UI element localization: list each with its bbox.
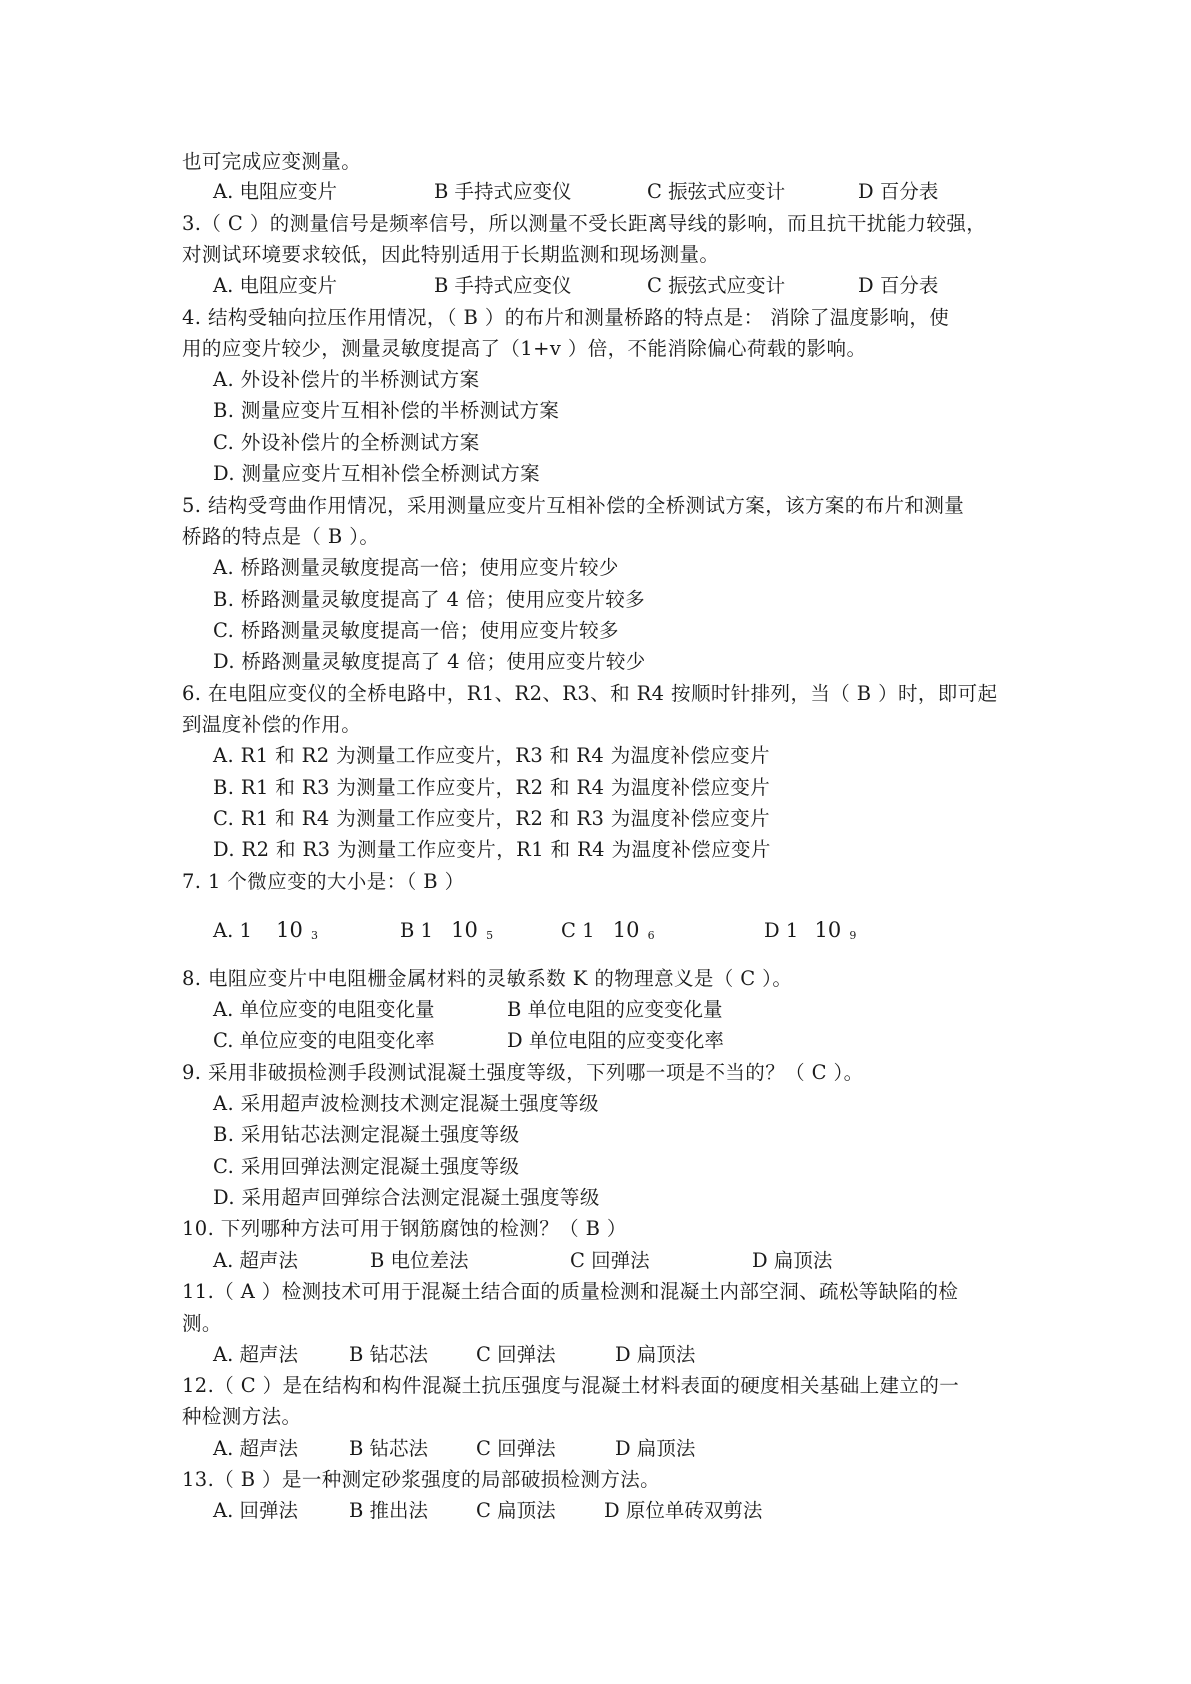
option-b: B 手持式应变仪 xyxy=(434,274,572,297)
option-b: B 单位电阻的应变变化量 xyxy=(507,998,723,1021)
option-d: D. 测量应变片互相补偿全桥测试方案 xyxy=(213,462,541,485)
option-c: C 振弦式应变计 xyxy=(647,274,786,297)
option-d: D 原位单砖双剪法 xyxy=(604,1499,763,1522)
option-c: C. 单位应变的电阻变化率 xyxy=(213,1029,435,1052)
option-base: 10 xyxy=(814,918,842,942)
option-b: B. R1 和 R3 为测量工作应变片，R2 和 R4 为温度补偿应变片 xyxy=(213,776,771,799)
text-line: 种检测方法。 xyxy=(182,1405,302,1428)
option-a: A. 超声法 xyxy=(213,1343,298,1366)
option-c: C 回弹法 xyxy=(476,1343,556,1366)
option-prefix: B 1 xyxy=(400,919,433,942)
question-13: 13.（ B ）是一种测定砂浆强度的局部破损检测方法。 xyxy=(182,1468,661,1491)
question-3: 3.（ C ）的测量信号是频率信号，所以测量不受长距离导线的影响，而且抗干扰能力较强， xyxy=(182,212,987,235)
option-c: C 扁顶法 xyxy=(476,1499,556,1522)
option-d: D 扁顶法 xyxy=(615,1343,696,1366)
option-d: D. R2 和 R3 为测量工作应变片，R1 和 R4 为温度补偿应变片 xyxy=(213,838,771,861)
option-a: A. 电阻应变片 xyxy=(213,180,337,203)
question-12: 12.（ C ）是在结构和构件混凝土抗压强度与混凝土材料表面的硬度相关基础上建立的一 xyxy=(182,1374,960,1397)
option-a: A. 回弹法 xyxy=(213,1499,298,1522)
option-a: A. 超声法 xyxy=(213,1249,298,1272)
question-4: 4. 结构受轴向拉压作用情况，（ B ）的布片和测量桥路的特点是： 消除了温度影响，使 xyxy=(182,306,950,329)
option-c: C 振弦式应变计 xyxy=(647,180,786,203)
option-b: B 钻芯法 xyxy=(349,1343,429,1366)
option-d: D 扁顶法 xyxy=(615,1437,696,1460)
option-b: B. 采用钻芯法测定混凝土强度等级 xyxy=(213,1123,520,1146)
option-a: A. 外设补偿片的半桥测试方案 xyxy=(213,368,480,391)
option-c xyxy=(561,917,655,949)
option-a: A. 采用超声波检测技术测定混凝土强度等级 xyxy=(213,1092,599,1115)
text-line: 也可完成应变测量。 xyxy=(182,150,362,173)
option-b: B. 桥路测量灵敏度提高了 4 倍；使用应变片较多 xyxy=(213,588,646,611)
option-exponent: 6 xyxy=(647,929,655,942)
option-a: A. 电阻应变片 xyxy=(213,274,337,297)
text-line: 桥路的特点是（ B ）。 xyxy=(182,525,380,548)
text-line: 对测试环境要求较低，因此特别适用于长期监测和现场测量。 xyxy=(182,243,720,266)
option-a: A. 超声法 xyxy=(213,1437,298,1460)
option-c: C. 桥路测量灵敏度提高一倍；使用应变片较多 xyxy=(213,619,619,642)
text-line: 测。 xyxy=(182,1312,222,1335)
option-b: B 推出法 xyxy=(349,1499,429,1522)
option-d: D 扁顶法 xyxy=(752,1249,833,1272)
option-d: D. 桥路测量灵敏度提高了 4 倍；使用应变片较少 xyxy=(213,650,646,673)
question-6: 6. 在电阻应变仪的全桥电路中，R1、R2、R3、和 R4 按顺时针排列，当（ B ）时，即可起 xyxy=(182,682,998,705)
option-b: B 钻芯法 xyxy=(349,1437,429,1460)
option-b xyxy=(400,917,493,949)
option-base: 10 xyxy=(451,918,478,942)
option-b: B. 测量应变片互相补偿的半桥测试方案 xyxy=(213,399,560,422)
option-d: D 百分表 xyxy=(858,274,939,297)
option-exponent: 5 xyxy=(486,929,494,942)
question-11: 11.（ A ）检测技术可用于混凝土结合面的质量检测和混凝土内部空洞、疏松等缺陷的检 xyxy=(182,1280,959,1303)
option-a xyxy=(213,917,318,949)
option-c: C. 外设补偿片的全桥测试方案 xyxy=(213,431,480,454)
option-b: B 手持式应变仪 xyxy=(434,180,572,203)
option-b: B 电位差法 xyxy=(370,1249,469,1272)
text-line: 用的应变片较少，测量灵敏度提高了（1+v ）倍，不能消除偏心荷载的影响。 xyxy=(182,337,867,360)
option-c: C 回弹法 xyxy=(476,1437,556,1460)
option-c: C 回弹法 xyxy=(570,1249,650,1272)
question-7: 7. 1 个微应变的大小是：（ B ） xyxy=(182,870,465,893)
text-line: 到温度补偿的作用。 xyxy=(182,713,362,736)
question-5: 5. 结构受弯曲作用情况，采用测量应变片互相补偿的全桥测试方案，该方案的布片和测量 xyxy=(182,494,965,517)
option-prefix: A. 1 xyxy=(213,919,252,942)
option-d: D 单位电阻的应变变化率 xyxy=(507,1029,724,1052)
option-d xyxy=(764,917,856,949)
option-a: A. 桥路测量灵敏度提高一倍；使用应变片较少 xyxy=(213,556,619,579)
question-10: 10. 下列哪种方法可用于钢筋腐蚀的检测？（ B ） xyxy=(182,1217,627,1240)
option-exponent: 9 xyxy=(849,929,857,942)
option-a: A. R1 和 R2 为测量工作应变片，R3 和 R4 为温度补偿应变片 xyxy=(213,744,770,767)
option-c: C. R1 和 R4 为测量工作应变片，R2 和 R3 为温度补偿应变片 xyxy=(213,807,771,830)
question-9: 9. 采用非破损检测手段测试混凝土强度等级，下列哪一项是不当的？（ C ）。 xyxy=(182,1061,864,1084)
option-exponent: 3 xyxy=(311,929,319,942)
question-8: 8. 电阻应变片中电阻栅金属材料的灵敏系数 K 的物理意义是（ C ）。 xyxy=(182,967,793,990)
option-prefix: C 1 xyxy=(561,919,595,942)
option-d: D. 采用超声回弹综合法测定混凝土强度等级 xyxy=(213,1186,600,1209)
option-prefix: D 1 xyxy=(764,919,799,942)
option-base: 10 xyxy=(612,918,640,942)
option-a: A. 单位应变的电阻变化量 xyxy=(213,998,435,1021)
option-c: C. 采用回弹法测定混凝土强度等级 xyxy=(213,1155,520,1178)
option-d: D 百分表 xyxy=(858,180,939,203)
option-base: 10 xyxy=(276,918,303,942)
